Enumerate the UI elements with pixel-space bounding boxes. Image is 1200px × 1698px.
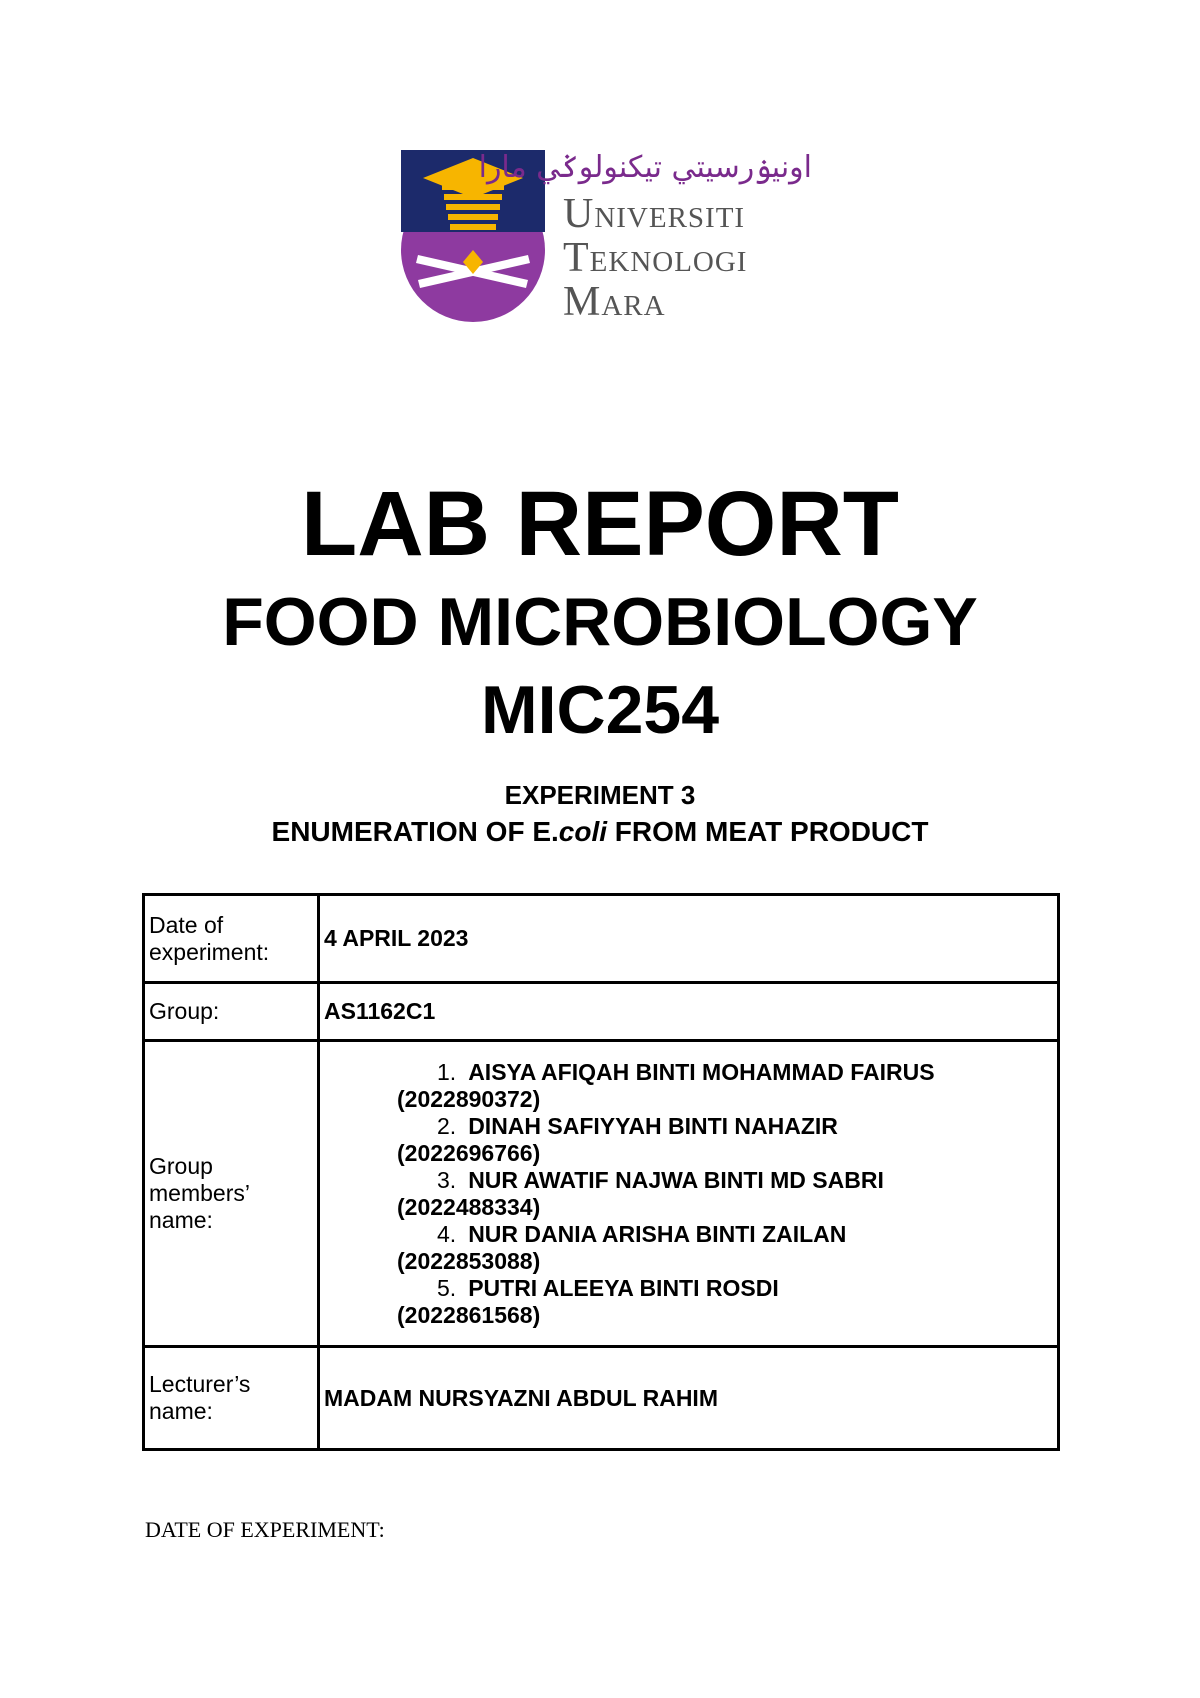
member-name: PUTRI ALEEYA BINTI ROSDI — [468, 1274, 779, 1301]
table-row — [144, 1347, 1059, 1450]
footer-date-label: DATE OF EXPERIMENT: — [145, 1517, 385, 1542]
logo-line: Mara — [563, 279, 666, 325]
list-item — [397, 1221, 1053, 1275]
member-name: NUR DANIA ARISHA BINTI ZAILAN — [468, 1220, 847, 1247]
list-number: 1. — [437, 1058, 457, 1085]
members-label: Group members’ name: — [144, 1041, 319, 1347]
list-number: 4. — [437, 1220, 457, 1247]
report-title: LAB REPORT — [301, 473, 899, 575]
table-row — [144, 983, 1059, 1041]
member-id: (2022890372) — [397, 1085, 541, 1112]
logo-line: Teknologi — [563, 235, 748, 281]
experiment-number: EXPERIMENT 3 — [504, 780, 696, 810]
list-item — [397, 1113, 1053, 1167]
member-name: NUR AWATIF NAJWA BINTI MD SABRI — [468, 1166, 884, 1193]
group-label: Group: — [144, 983, 319, 1041]
info-table — [142, 893, 1060, 1451]
list-number: 5. — [437, 1274, 457, 1301]
course-code: MIC254 — [480, 672, 720, 748]
member-id: (2022853088) — [397, 1247, 541, 1274]
member-id: (2022696766) — [397, 1139, 541, 1166]
list-item — [397, 1059, 1053, 1113]
logo-wordmark — [563, 192, 747, 324]
logo-line: Universiti — [563, 191, 746, 237]
member-id: (2022861568) — [397, 1301, 541, 1328]
experiment-title — [0, 816, 1200, 848]
table-row — [144, 895, 1059, 983]
list-number: 3. — [437, 1166, 457, 1193]
group-value: AS1162C1 — [319, 983, 1059, 1041]
member-id: (2022488334) — [397, 1193, 541, 1220]
lecturer-label: Lecturer’s name: — [144, 1347, 319, 1450]
subtitle-italic: coli — [558, 816, 608, 847]
course-name: FOOD MICROBIOLOGY — [222, 584, 978, 660]
list-item — [397, 1167, 1053, 1221]
member-name: DINAH SAFIYYAH BINTI NAHAZIR — [468, 1112, 838, 1139]
lecturer-value: MADAM NURSYAZNI ABDUL RAHIM — [319, 1347, 1059, 1450]
subtitle-part: ENUMERATION OF E. — [271, 816, 559, 847]
university-logo — [398, 150, 818, 325]
logo-jawi-text: اونيۏرسيتي تيكنولوݢي مارا — [478, 150, 812, 185]
date-value: 4 APRIL 2023 — [319, 895, 1059, 983]
member-name: AISYA AFIQAH BINTI MOHAMMAD FAIRUS — [468, 1058, 935, 1085]
members-cell — [319, 1041, 1059, 1347]
table-row — [144, 1041, 1059, 1347]
subtitle-part: FROM MEAT PRODUCT — [607, 816, 929, 847]
members-list — [324, 1059, 1053, 1329]
list-number: 2. — [437, 1112, 457, 1139]
list-item — [397, 1275, 1053, 1329]
date-label: Date of experiment: — [144, 895, 319, 983]
